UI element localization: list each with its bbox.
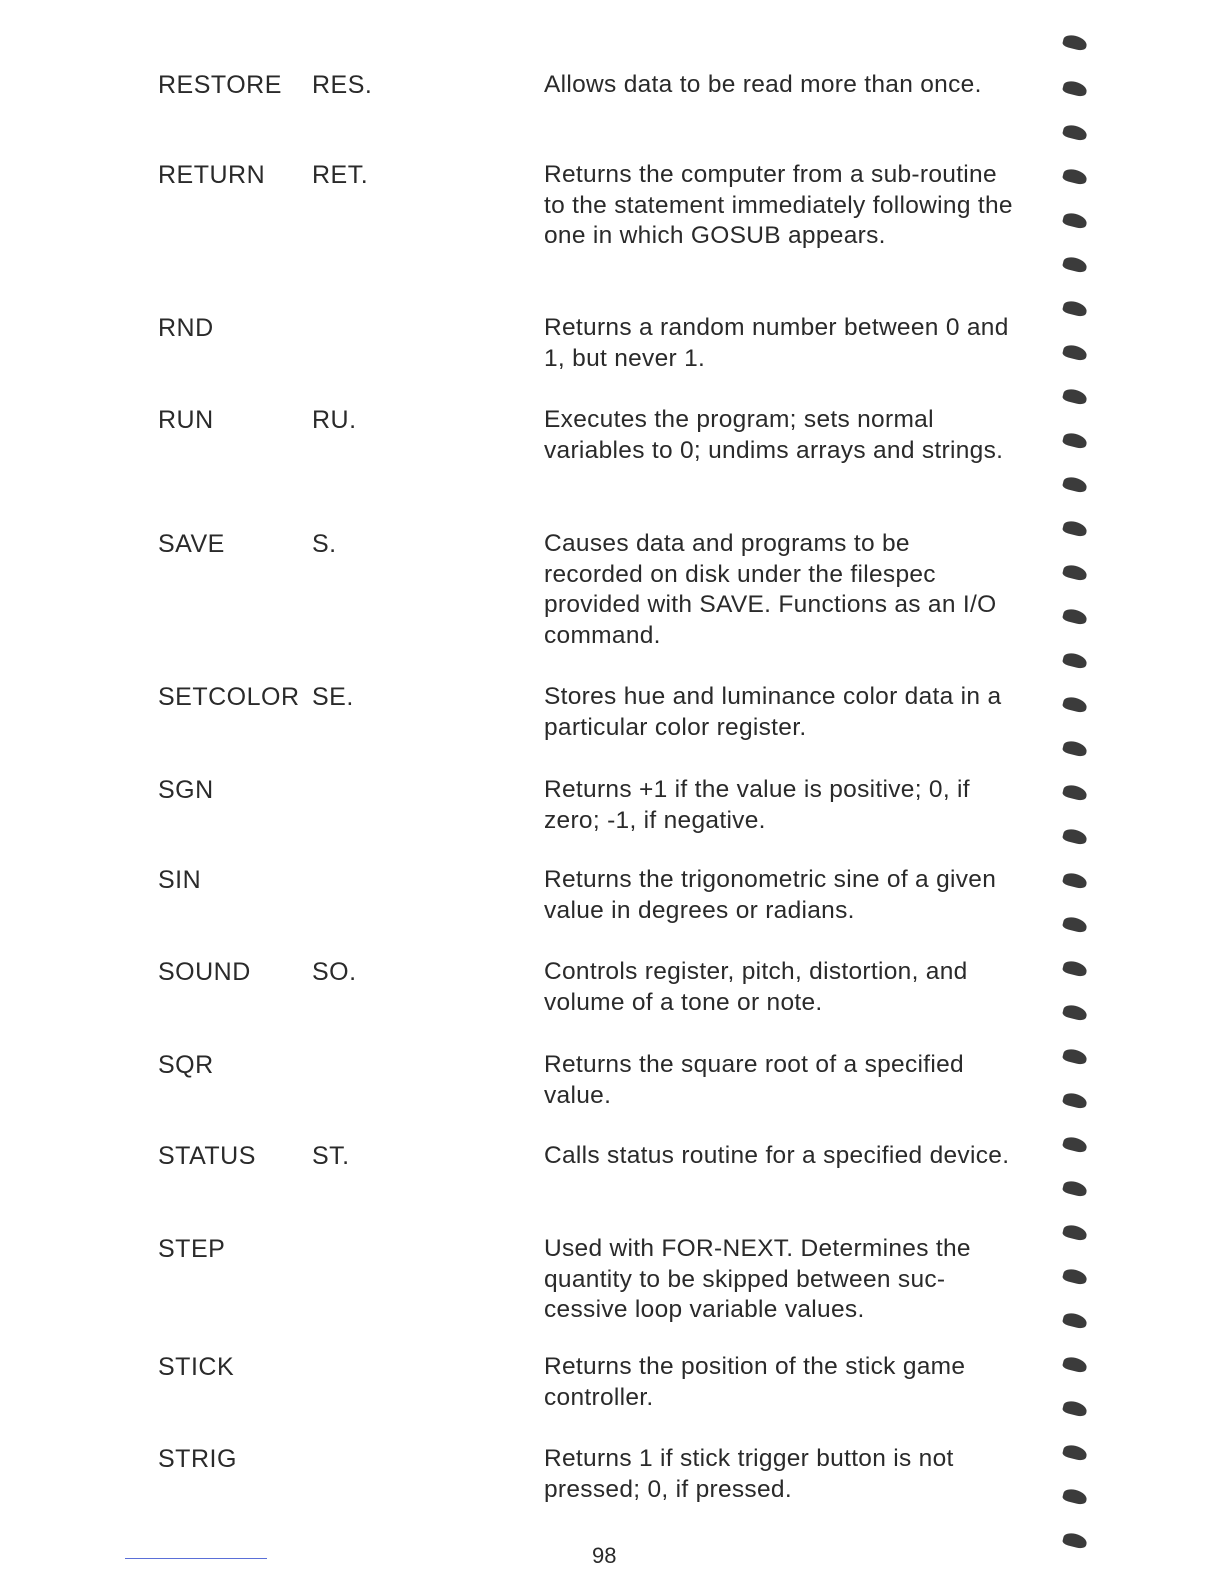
keyword: RND: [158, 314, 214, 342]
binding-hole-icon: [1062, 1179, 1088, 1197]
description: Calls status routine for a specified device.: [544, 1142, 1010, 1169]
binding-hole-icon: [1062, 695, 1088, 713]
binding-hole-icon: [1062, 431, 1088, 449]
description: Returns the computer from a sub-routine to the statement immediately following the one in which GOSUB appears.: [544, 161, 1013, 250]
description: Stores hue and luminance color data in a particular color register.: [544, 683, 1002, 741]
keyword: SIN: [158, 866, 202, 894]
keyword: RUN: [158, 406, 214, 434]
keyword: SAVE: [158, 530, 225, 558]
binding-hole-icon: [1062, 959, 1088, 977]
description: Returns the square root of a specified value.: [544, 1051, 964, 1109]
description: Causes data and programs to be recorded on disk under the filespec provided with SAVE. Functions as an I/O command.: [544, 530, 997, 650]
description: Returns the trigonometric sine of a given value in degrees or radians.: [544, 866, 997, 924]
binding-hole-icon: [1062, 739, 1088, 757]
binding-hole-icon: [1062, 1355, 1088, 1373]
binding-hole-icon: [1062, 33, 1088, 51]
binding-hole-icon: [1062, 563, 1088, 581]
page-number: 98: [592, 1543, 617, 1568]
footer-rule: [125, 1558, 267, 1559]
binding-hole-icon: [1062, 1047, 1088, 1065]
binding-hole-icon: [1062, 1003, 1088, 1021]
abbreviation: SO.: [312, 958, 357, 986]
binding-hole-icon: [1062, 1311, 1088, 1329]
binding-hole-icon: [1062, 475, 1088, 493]
keyword: STATUS: [158, 1142, 256, 1170]
binding-hole-icon: [1062, 1267, 1088, 1285]
binding-hole-icon: [1062, 827, 1088, 845]
keyword: STICK: [158, 1353, 235, 1381]
description: Returns +1 if the value is positive; 0, if zero; -1, if negative.: [544, 776, 970, 834]
description: Used with FOR-NEXT. Determines the quantity to be skipped between suc-cessive loop variable values.: [544, 1235, 971, 1324]
binding-hole-icon: [1062, 915, 1088, 933]
binding-hole-icon: [1062, 387, 1088, 405]
binding-hole-icon: [1062, 299, 1088, 317]
binding-hole-icon: [1062, 167, 1088, 185]
binding-hole-icon: [1062, 871, 1088, 889]
binding-hole-icon: [1062, 123, 1088, 141]
abbreviation: RU.: [312, 406, 357, 434]
description: Returns 1 if stick trigger button is not pressed; 0, if pressed.: [544, 1445, 954, 1503]
binding-hole-icon: [1062, 1487, 1088, 1505]
description: Executes the program; sets normal variables to 0; undims arrays and strings.: [544, 406, 1004, 464]
keyword: STEP: [158, 1235, 226, 1263]
binding-hole-icon: [1062, 343, 1088, 361]
binding-hole-icon: [1062, 783, 1088, 801]
binding-hole-icon: [1062, 1443, 1088, 1461]
binding-hole-icon: [1062, 1399, 1088, 1417]
keyword: SGN: [158, 776, 214, 804]
keyword: RETURN: [158, 161, 266, 189]
binding-hole-icon: [1062, 651, 1088, 669]
keyword: STRIG: [158, 1445, 237, 1473]
abbreviation: SE.: [312, 683, 354, 711]
keyword: SETCOLOR: [158, 683, 300, 711]
keyword: RESTORE: [158, 71, 282, 99]
description: Returns the position of the stick game controller.: [544, 1353, 966, 1411]
abbreviation: RET.: [312, 161, 369, 189]
keyword: SQR: [158, 1051, 214, 1079]
binding-hole-icon: [1062, 519, 1088, 537]
abbreviation: S.: [312, 530, 337, 558]
description: Returns a random number between 0 and 1, but never 1.: [544, 314, 1009, 372]
binding-hole-icon: [1062, 211, 1088, 229]
binding-hole-icon: [1062, 1135, 1088, 1153]
binding-hole-icon: [1062, 1223, 1088, 1241]
binding-hole-icon: [1062, 79, 1088, 97]
binding-hole-icon: [1062, 1531, 1088, 1549]
spiral-binding-holes: [1060, 0, 1100, 1584]
keyword: SOUND: [158, 958, 251, 986]
abbreviation: RES.: [312, 71, 373, 99]
binding-hole-icon: [1062, 1091, 1088, 1109]
binding-hole-icon: [1062, 255, 1088, 273]
description: Controls register, pitch, distortion, and volume of a tone or note.: [544, 958, 968, 1016]
description: Allows data to be read more than once.: [544, 71, 982, 98]
abbreviation: ST.: [312, 1142, 350, 1170]
binding-hole-icon: [1062, 607, 1088, 625]
